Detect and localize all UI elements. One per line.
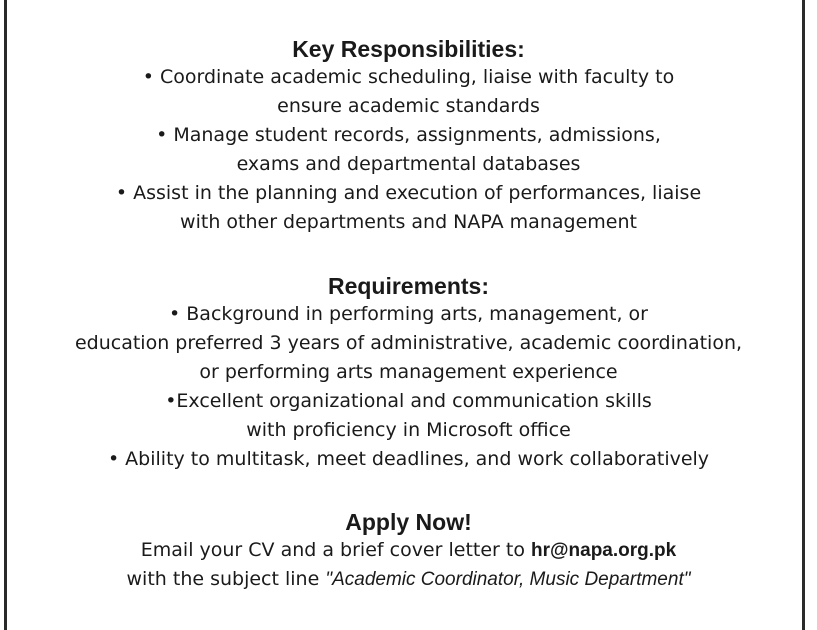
responsibilities-heading: Key Responsibilities: <box>292 36 525 62</box>
requirement-line: • Ability to multitask, meet deadlines, and work collaboratively <box>107 448 710 470</box>
requirements-section <box>0 272 817 474</box>
requirement-line: with proficiency in Microsoft office <box>246 419 571 441</box>
apply-subject-line <box>0 565 817 594</box>
responsibilities-section <box>0 35 817 237</box>
apply-subject-prefix: with the subject line <box>126 568 326 590</box>
apply-section <box>0 508 817 594</box>
responsibility-line: with other departments and NAPA management <box>180 211 637 233</box>
requirements-heading: Requirements: <box>327 273 490 299</box>
responsibility-line: exams and departmental databases <box>236 153 581 175</box>
responsibility-line: • Assist in the planning and execution of performances, liaise <box>115 182 702 204</box>
responsibility-line: • Coordinate academic scheduling, liaise with faculty to <box>142 66 675 88</box>
apply-subject-text: "Academic Coordinator, Music Department" <box>325 569 691 590</box>
email-link[interactable]: hr@napa.org.pk <box>531 540 677 561</box>
requirement-line: or performing arts management experience <box>199 361 618 383</box>
apply-heading: Apply Now! <box>345 509 472 535</box>
apply-email-prefix: Email your CV and a brief cover letter to <box>140 539 531 561</box>
requirement-line: • Background in performing arts, management, or <box>169 303 648 325</box>
requirement-line: education preferred 3 years of administrative, academic coordination, <box>74 332 743 354</box>
responsibility-line: ensure academic standards <box>277 95 540 117</box>
requirement-line: •Excellent organizational and communication skills <box>165 390 652 412</box>
responsibility-line: • Manage student records, assignments, admissions, <box>156 124 661 146</box>
apply-email-line <box>0 536 817 565</box>
